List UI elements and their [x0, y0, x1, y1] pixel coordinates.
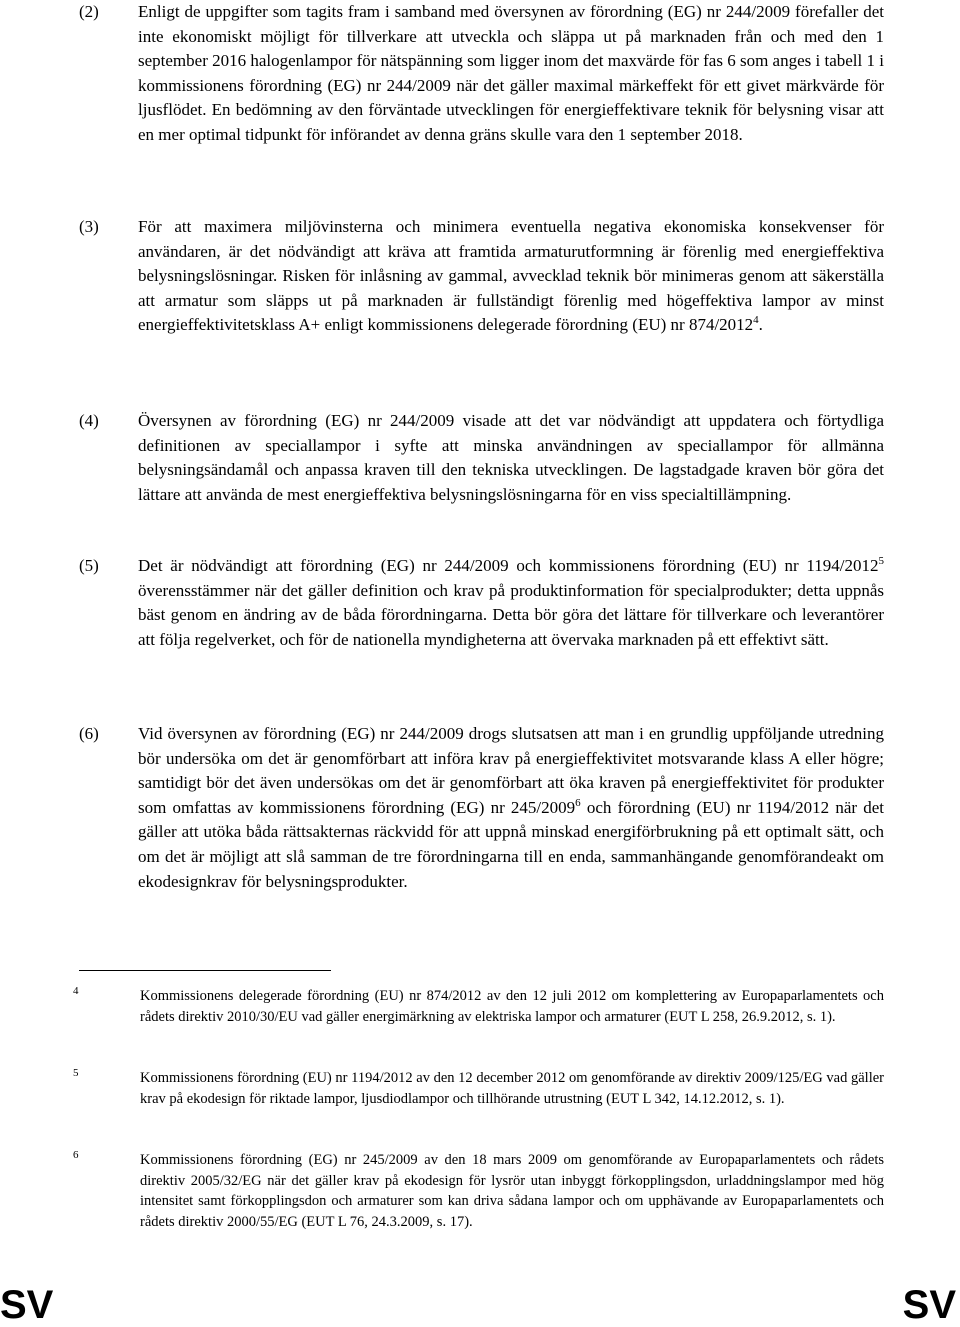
footnote-ref-6[interactable]: 6	[575, 796, 581, 809]
footnote-number: 5	[73, 1067, 79, 1079]
paragraph-number: (3)	[79, 217, 99, 236]
footnote-number: 6	[73, 1149, 79, 1161]
paragraph-text: För att maximera miljövinsterna och minimera eventuella negativa ekonomiska konsekvenser för användaren, är det nödvändigt att kräva att framtida armaturutformning är förenlig med energieffektiva belysningslösningar. Risken för inlåsning av gammal, avvecklad teknik bör minimeras genom att säkerställa att armatur som släpps ut på marknaden är fullständigt förenlig med högeffektiva lampor av minst energieffektivitetsklass A+ enligt kommissionens delegerade förordning (EU) nr 874/2012$^4$.	[138, 217, 884, 335]
footnote-ref-4[interactable]: 4	[753, 314, 759, 327]
paragraph-text: Enligt de uppgifter som tagits fram i samband med översynen av förordning (EG) nr 244/2009 förefaller det inte ekonomiskt möjligt för tillverkare att utveckla och släppa ut på marknaden från och med den 1 september 2016 halogenlampor för nätspänning som ligger inom det maxvärde för fas 6 som anges i tabell 1 i kommissionens förordning (EG) nr 244/2009 när det gäller maximal märkeffekt för ett givet märkvärde för ljusflödet. En bedömning av den förväntade utvecklingen för energieffektivare teknik för belysning visar att en mer optimal tidpunkt för införandet av denna gräns skulle vara den 1 september 2018.	[138, 2, 884, 144]
footnote-ref-5[interactable]: 5	[878, 555, 884, 567]
footnote-text: Kommissionens förordning (EU) nr 1194/2012 av den 12 december 2012 om genomförande av direktiv 2009/125/EG vad gäller krav på ekodesign för riktade lampor, ljusdiodlampor och tillhörande utrustning (EUT L 342, 14.12.2012, s. 1).	[140, 1070, 884, 1107]
paragraph-number: (5)	[79, 556, 99, 575]
footnote-number: 4	[73, 985, 79, 997]
paragraph-text: Vid översynen av förordning (EG) nr 244/2009 drogs slutsatsen att man i en grundlig uppföljande utredning bör undersöka om det är genomförbart att införa krav på energieffektivitet motsvarande klass A eller högre; samtidigt bör det även undersökas om det är genomförbart att öka kraven på energieffektivitet för produkter som omfattas av kommissionens förordning (EG) nr 245/2009$^6$ och förordning (EU) nr 1194/2012 när det gäller att utöka båda rättsakternas räckvidd för att uppnå minskad energiförbrukning på ett optimalt sätt, och om det är möjligt att slå samman de tre förordningarna till en enda, sammanhängande genomförandeakt om ekodesignkrav för belysningsprodukter.	[138, 724, 884, 891]
paragraph-number: (2)	[79, 2, 99, 21]
language-code-right: SV	[902, 1283, 956, 1327]
footnote-text: Kommissionens delegerade förordning (EU) nr 874/2012 av den 12 juli 2012 om komplettering av Europaparlamentets och rådets direktiv 2010/30/EU vad gäller energimärkning av elektriska lampor och armaturer (EUT L 258, 26.9.2012, s. 1).	[140, 988, 884, 1025]
paragraph-text: Översynen av förordning (EG) nr 244/2009 visade att det var nödvändigt att uppdatera och förtydliga definitionen av speciallampor i syfte att minska användningen av speciallampor för allmänna belysningsändamål och anpassa kraven till den tekniska utvecklingen. De lagstadgade kraven bör göra det lättare att använda de mest energieffektiva belysningslösningarna för en viss specialtillämpning.	[138, 411, 884, 504]
language-code-left: SV	[0, 1283, 54, 1327]
paragraph-number: (6)	[79, 724, 99, 743]
footnote-text: Kommissionens förordning (EG) nr 245/2009 av den 18 mars 2009 om genomförande av Europaparlamentets och rådets direktiv 2005/32/EG när det gäller krav på ekodesign för lysrör utan inbyggt förkopplingsdon, urladdningslampor med hög intensitet samt förkopplingsdon och armaturer som kan driva sådana lampor och om upphävande av Europaparlamentets och rådets direktiv 2000/55/EG (EUT L 76, 24.3.2009, s. 17).	[140, 1152, 884, 1230]
paragraph-text: Det är nödvändigt att förordning (EG) nr 244/2009 och kommissionens förordning (EU) nr 1194/2012$^5$ överensstämmer när det gäller definition och krav på produktinformation för specialprodukter; detta uppnås bäst genom en ändring av de båda förordningarna. Detta bör göra det lättare för tillverkare och leverantörer att följa regelverket, och för de nationella myndigheterna att övervaka marknaden på ett effektivt sätt.	[138, 555, 884, 649]
paragraph-number: (4)	[79, 411, 99, 430]
footnote-separator	[79, 970, 331, 971]
